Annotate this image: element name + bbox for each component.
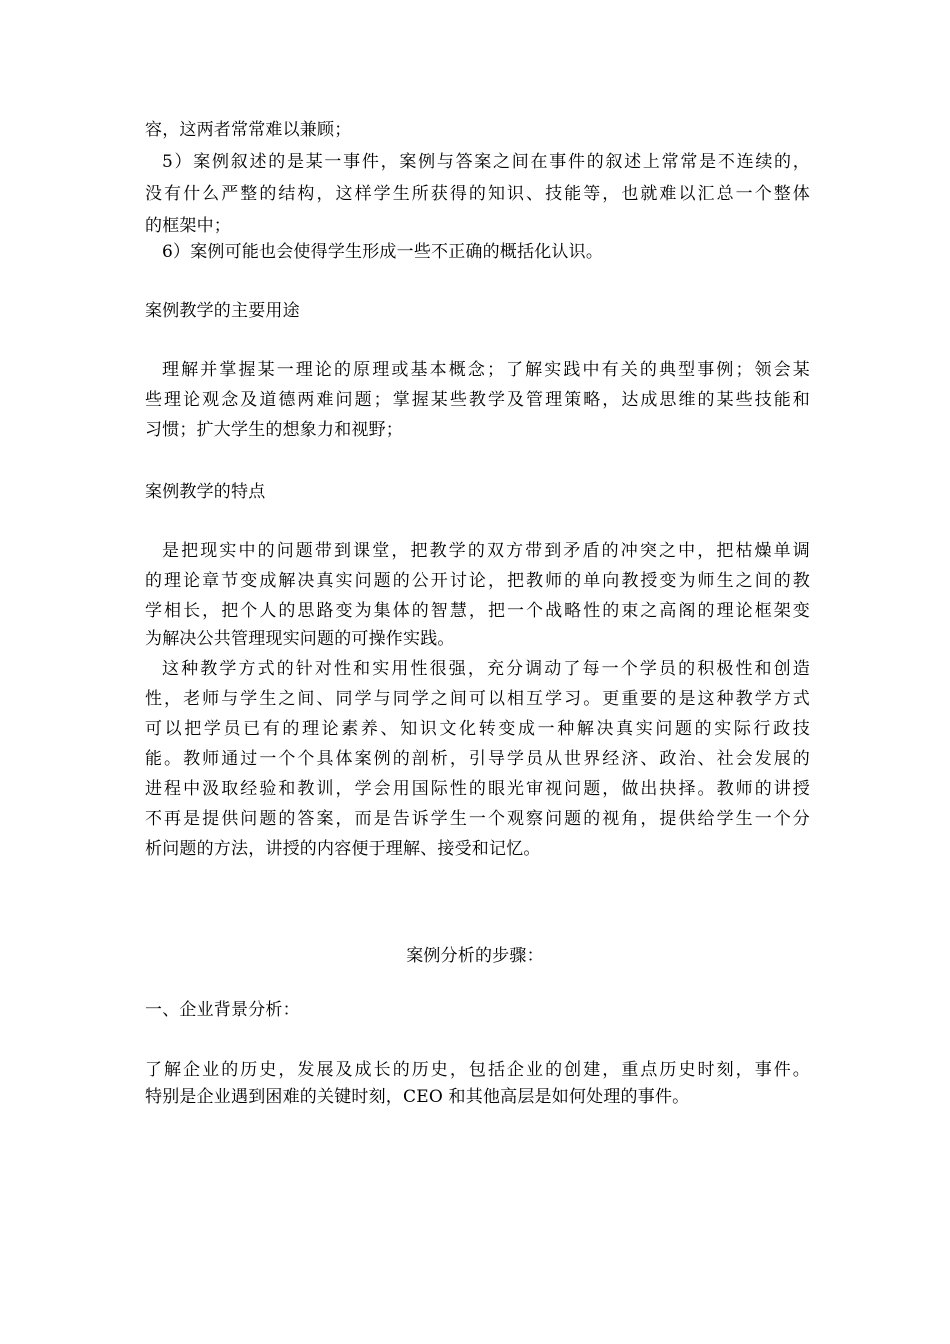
paragraph-line: 学相长，把个人的思路变为集体的智慧，把一个战略性的束之高阁的理论框架变 <box>145 601 810 621</box>
paragraph-line: 容，这两者常常难以兼顾； <box>145 120 352 140</box>
paragraph-line: 理解并掌握某一理论的原理或基本概念；了解实践中有关的典型事例；领会某 <box>162 360 810 380</box>
section-heading-centered: 案例分析的步骤： <box>406 946 544 966</box>
paragraph-line: 些理论观念及道德两难问题；掌握某些教学及管理策略，达成思维的某些技能和 <box>145 390 810 410</box>
paragraph-line: 5）案例叙述的是某一事件，案例与答案之间在事件的叙述上常常是不连续的， <box>162 152 810 172</box>
paragraph-line: 性，老师与学生之间、同学与同学之间可以相互学习。更重要的是这种教学方式 <box>145 689 810 709</box>
paragraph-line: 不再是提供问题的答案，而是告诉学生一个观察问题的视角，提供给学生一个分 <box>145 809 810 829</box>
paragraph-line: 6）案例可能也会使得学生形成一些不正确的概括化认识。 <box>162 242 604 262</box>
section-heading: 一、企业背景分析： <box>145 1000 300 1020</box>
paragraph-line: 是把现实中的问题带到课堂，把教学的双方带到矛盾的冲突之中，把枯燥单调 <box>162 541 810 561</box>
paragraph-line: 的框架中； <box>145 216 231 236</box>
paragraph-line: 可以把学员已有的理论素养、知识文化转变成一种解决真实问题的实际行政技 <box>145 719 810 739</box>
paragraph-line: 进程中汲取经验和教训，学会用国际性的眼光审视问题，做出抉择。教师的讲授 <box>145 779 810 799</box>
paragraph-line: 了解企业的历史，发展及成长的历史，包括企业的创建，重点历史时刻，事件。 <box>145 1060 810 1080</box>
paragraph-line: 的理论章节变成解决真实问题的公开讨论，把教师的单向教授变为师生之间的教 <box>145 571 810 591</box>
paragraph-line: 这种教学方式的针对性和实用性很强，充分调动了每一个学员的积极性和创造 <box>162 659 810 679</box>
paragraph-line: 没有什么严整的结构，这样学生所获得的知识、技能等，也就难以汇总一个整体 <box>145 184 810 204</box>
section-heading: 案例教学的主要用途 <box>145 301 300 321</box>
paragraph-line: 析问题的方法，讲授的内容便于理解、接受和记忆。 <box>145 839 541 859</box>
paragraph-line: 习惯；扩大学生的想象力和视野； <box>145 420 403 440</box>
paragraph-line: 为解决公共管理现实问题的可操作实践。 <box>145 629 455 649</box>
paragraph-line: 特别是企业遇到困难的关键时刻，CEO 和其他高层是如何处理的事件。 <box>145 1087 690 1107</box>
section-heading: 案例教学的特点 <box>145 482 266 502</box>
paragraph-line: 能。教师通过一个个具体案例的剖析，引导学员从世界经济、政治、社会发展的 <box>145 749 810 769</box>
